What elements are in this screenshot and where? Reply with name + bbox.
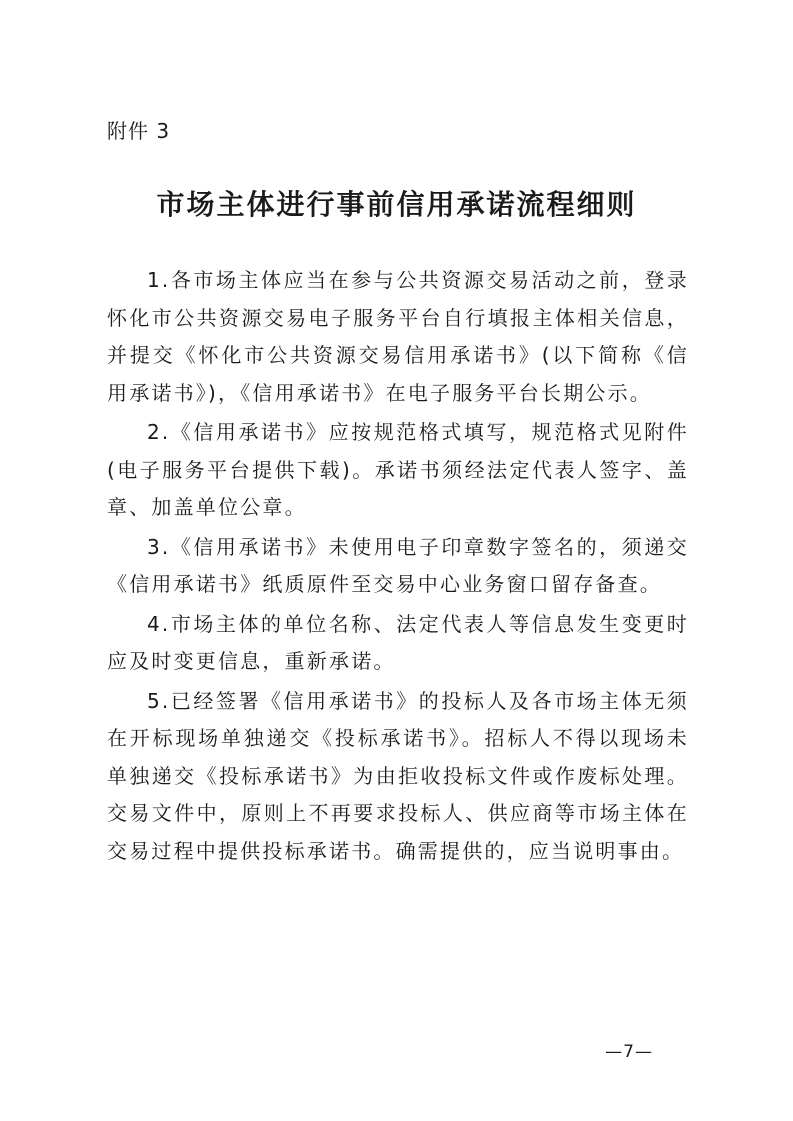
page-number: —7—: [605, 1042, 653, 1062]
paragraph-5: 5.已经签署《信用承诺书》的投标人及各市场主体无须在开标现场单独递交《投标承诺书》。招标人不得以现场未单独递交《投标承诺书》为由拒收投标文件或作废标处理。交易文件中，原则上不再要求投标人、供应商等市场主体在交易过程中提供投标承诺书。确需提供的，应当说明事由。: [107, 688, 689, 863]
paragraph-1: 1.各市场主体应当在参与公共资源交易活动之前，登录怀化市公共资源交易电子服务平台自行填报主体相关信息，并提交《怀化市公共资源交易信用承诺书》(以下简称《信用承诺书》)，《信用承诺书》在电子服务平台长期公示。: [107, 268, 689, 405]
attachment-label: 附件 3: [107, 119, 171, 143]
document-body: [107, 262, 689, 870]
paragraph-2: 2.《信用承诺书》应按规范格式填写，规范格式见附件(电子服务平台提供下载)。承诺书须经法定代表人签字、盖章、加盖单位公章。: [107, 420, 689, 519]
paragraph-3: 3.《信用承诺书》未使用电子印章数字签名的，须递交《信用承诺书》纸质原件至交易中心业务窗口留存备查。: [107, 534, 689, 596]
paragraph-4: 4.市场主体的单位名称、法定代表人等信息发生变更时应及时变更信息，重新承诺。: [107, 611, 689, 673]
document-title: 市场主体进行事前信用承诺流程细则: [156, 188, 637, 221]
